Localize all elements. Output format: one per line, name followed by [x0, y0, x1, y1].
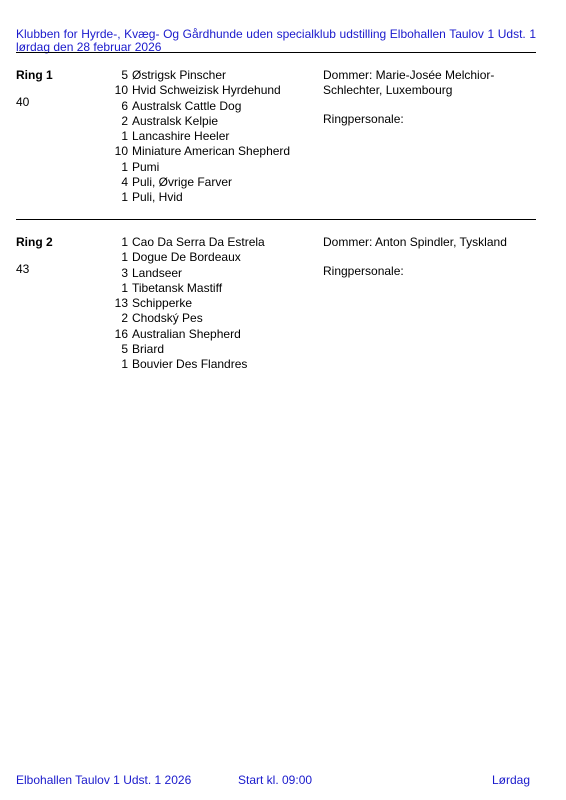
- breed-name: Bouvier Des Flandres: [132, 357, 248, 372]
- breed-name: Australsk Cattle Dog: [132, 98, 242, 113]
- divider: [16, 52, 536, 53]
- header-date: lørdag den 28 februar 2026: [16, 40, 162, 54]
- breed-row: [114, 68, 290, 83]
- breed-count: 2: [121, 311, 128, 326]
- judge-name: Dommer: Anton Spindler, Tyskland: [323, 235, 507, 249]
- breed-count: 1: [121, 129, 128, 144]
- breed-row: [114, 357, 265, 372]
- breed-count: 5: [121, 68, 128, 82]
- breed-name: Hvid Schweizisk Hyrdehund: [132, 83, 281, 98]
- breed-row: [114, 190, 290, 205]
- ring-personnel: Ringpersonale:: [323, 112, 404, 126]
- breed-row: [114, 266, 265, 281]
- breed-count: 6: [121, 98, 128, 113]
- judge-name: Dommer: Marie-Josée Melchior-Schlechter, Luxembourg: [323, 68, 495, 97]
- breed-name: Cao Da Serra Da Estrela: [132, 235, 265, 249]
- breed-name: Puli, Øvrige Farver: [132, 175, 233, 190]
- ring-name: Ring 2: [16, 235, 53, 249]
- breed-row: [114, 281, 265, 296]
- breed-count: 13: [114, 296, 128, 311]
- header-title: Klubben for Hyrde-, Kvæg- Og Gårdhunde uden specialklub udstilling Elbohallen Taulov 1 Udst. 1: [16, 27, 536, 41]
- breed-name: Pumi: [132, 159, 160, 174]
- breed-list: [114, 68, 290, 206]
- breed-name: Miniature American Shepherd: [132, 144, 291, 159]
- judge-info: [323, 68, 523, 127]
- breed-name: Chodský Pes: [132, 311, 203, 326]
- footer-start-time: Start kl. 09:00: [238, 773, 313, 787]
- page-header: [16, 28, 536, 54]
- breed-count: 16: [114, 326, 128, 341]
- breed-count: 1: [121, 250, 128, 265]
- breed-count: 1: [121, 159, 128, 174]
- breed-count: 1: [121, 235, 128, 249]
- breed-count: 3: [121, 265, 128, 280]
- breed-count: 4: [121, 175, 128, 190]
- ring-name: Ring 1: [16, 68, 53, 82]
- breed-row: [114, 311, 265, 326]
- footer-venue: Elbohallen Taulov 1 Udst. 1 2026: [16, 773, 192, 787]
- breed-count: 1: [121, 190, 128, 205]
- divider: [16, 219, 536, 220]
- breed-count: 2: [121, 113, 128, 128]
- breed-name: Puli, Hvid: [132, 190, 183, 205]
- breed-row: [114, 83, 290, 98]
- breed-count: 10: [114, 83, 128, 98]
- breed-name: Lancashire Heeler: [132, 129, 230, 144]
- breed-row: [114, 296, 265, 311]
- judge-info: [323, 235, 523, 279]
- breed-name: Tibetansk Mastiff: [132, 280, 223, 295]
- breed-row: [114, 99, 290, 114]
- breed-name: Briard: [132, 342, 165, 357]
- breed-name: Østrigsk Pinscher: [132, 68, 227, 82]
- breed-row: [114, 175, 290, 190]
- ring-total: 43: [16, 262, 30, 276]
- breed-count: 1: [121, 280, 128, 295]
- breed-row: [114, 342, 265, 357]
- breed-row: [114, 327, 265, 342]
- footer-day: Lørdag: [491, 773, 530, 787]
- breed-row: [114, 250, 265, 265]
- breed-name: Australian Shepherd: [132, 326, 241, 341]
- ring-personnel: Ringpersonale:: [323, 264, 404, 278]
- breed-row: [114, 144, 290, 159]
- breed-name: Landseer: [132, 265, 183, 280]
- breed-row: [114, 129, 290, 144]
- breed-row: [114, 114, 290, 129]
- breed-list: [114, 235, 265, 373]
- breed-count: 5: [121, 342, 128, 357]
- breed-count: 1: [121, 357, 128, 372]
- breed-name: Schipperke: [132, 296, 193, 311]
- ring-total: 40: [16, 95, 30, 109]
- breed-row: [114, 160, 290, 175]
- breed-row: [114, 235, 265, 250]
- breed-count: 10: [114, 144, 128, 159]
- breed-name: Dogue De Bordeaux: [132, 250, 241, 265]
- breed-name: Australsk Kelpie: [132, 113, 219, 128]
